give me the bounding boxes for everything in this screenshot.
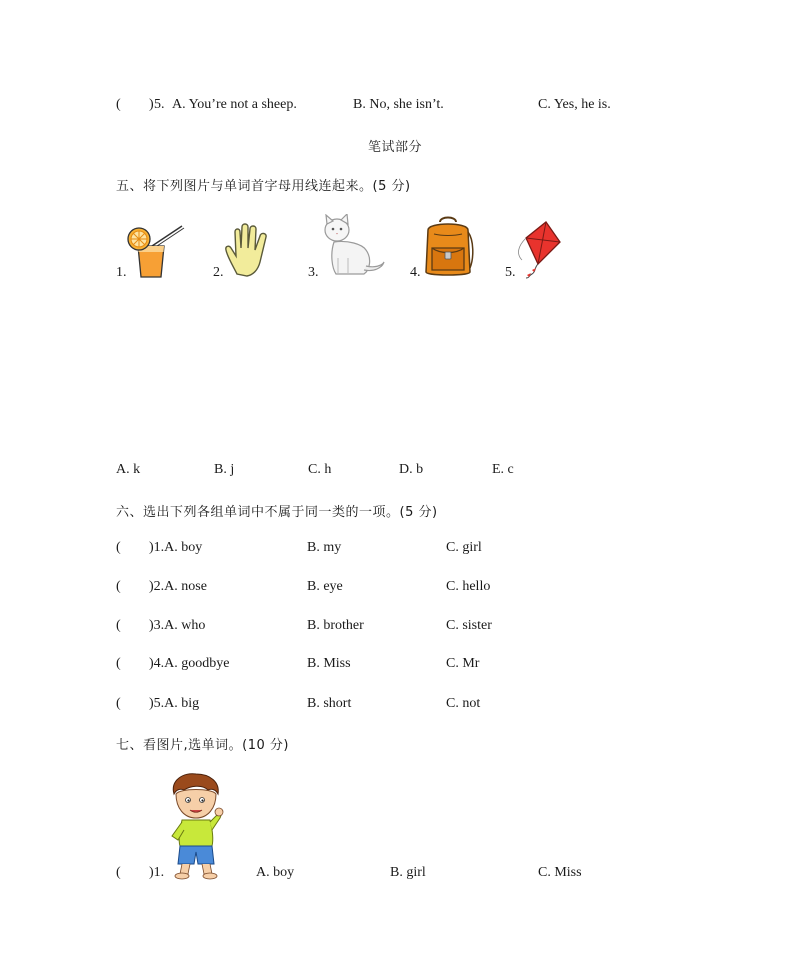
section7-title: 七、看图片,选单词。(10 分) (116, 738, 289, 753)
orange-juice-icon (124, 222, 186, 280)
question-option-a: )3.A. who (149, 618, 206, 633)
hand-icon (223, 222, 279, 278)
letter-option-d: D. b (399, 462, 424, 477)
option-c: C. sister (446, 618, 492, 633)
question-option-a: )2.A. nose (149, 579, 207, 594)
question-number: )1. (149, 865, 165, 880)
backpack-icon (420, 214, 476, 278)
answer-paren-open: ( (116, 540, 121, 555)
answer-paren-open: ( (116, 579, 121, 594)
answer-paren-open: ( (116, 656, 121, 671)
letter-option-c: C. h (308, 462, 332, 477)
kite-icon (512, 220, 564, 280)
written-section-title: 笔试部分 (368, 140, 423, 155)
option-b: B. girl (390, 865, 426, 880)
option-b: B. No, she isn’t. (353, 97, 444, 112)
option-c: C. Yes, he is. (538, 97, 611, 112)
answer-paren-open: ( (116, 97, 121, 112)
picture-number-4: 4. (410, 265, 421, 280)
question-number: 5. (154, 97, 165, 112)
option-a: A. You’re not a sheep. (172, 97, 297, 112)
option-b: B. Miss (307, 656, 351, 671)
picture-number-2: 2. (213, 265, 224, 280)
letter-option-a: A. k (116, 462, 141, 477)
option-b: B. eye (307, 579, 343, 594)
option-c: C. not (446, 696, 481, 711)
section5-title: 五、将下列图片与单词首字母用线连起来。(5 分) (116, 179, 411, 194)
section6-title: 六、选出下列各组单词中不属于同一类的一项。(5 分) (116, 505, 438, 520)
answer-paren-open: ( (116, 865, 121, 880)
question-option-a: )5.A. big (149, 696, 200, 711)
picture-number-1: 1. (116, 265, 127, 280)
answer-paren-close: ) (149, 97, 154, 112)
answer-paren-open: ( (116, 618, 121, 633)
picture-number-5: 5. (505, 265, 516, 280)
picture-number-3: 3. (308, 265, 319, 280)
option-c: C. hello (446, 579, 491, 594)
option-a: A. boy (256, 865, 295, 880)
boy-icon (166, 772, 228, 880)
answer-paren-open: ( (116, 696, 121, 711)
option-b: B. short (307, 696, 352, 711)
question-option-a: )1.A. boy (149, 540, 203, 555)
letter-option-b: B. j (214, 462, 235, 477)
cat-icon (320, 214, 386, 278)
option-c: C. girl (446, 540, 482, 555)
option-b: B. my (307, 540, 342, 555)
option-c: C. Mr (446, 656, 480, 671)
letter-option-e: E. c (492, 462, 514, 477)
question-option-a: )4.A. goodbye (149, 656, 230, 671)
option-c: C. Miss (538, 865, 582, 880)
option-b: B. brother (307, 618, 364, 633)
